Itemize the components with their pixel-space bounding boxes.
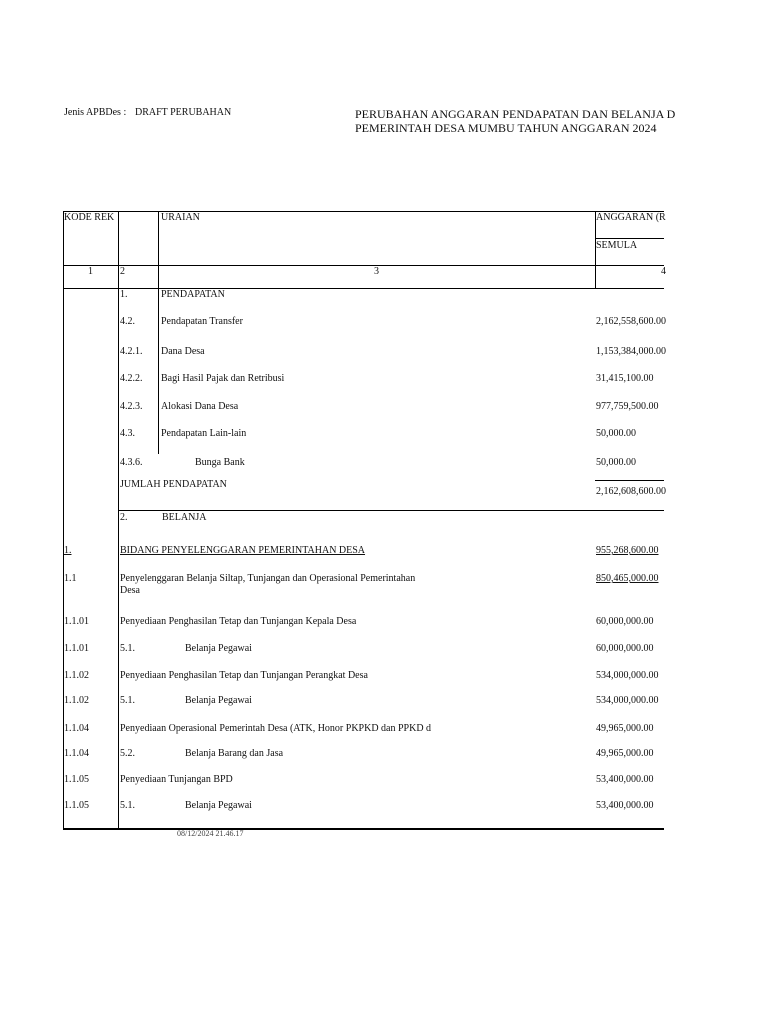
column-header-kode: KODE REK — [64, 212, 115, 223]
table-row-nilai: 534,000,000.00 — [596, 670, 659, 681]
table-row-uraian-cont: Desa — [120, 585, 140, 596]
table-row-sub: 2. — [120, 512, 128, 523]
header-bottom-border — [63, 265, 664, 266]
table-row-nilai: 2,162,558,600.00 — [596, 316, 666, 327]
column-header-semula: SEMULA — [596, 240, 638, 251]
table-row-uraian: Dana Desa — [161, 346, 205, 357]
table-row-sub: 5.1. — [120, 800, 135, 811]
table-row-kode: 1.1.05 — [64, 800, 89, 811]
jumlah-pendapatan-value: 2,162,608,600.00 — [596, 486, 666, 497]
table-row-uraian: Penyediaan Tunjangan BPD — [120, 774, 233, 785]
table-row-nilai: 50,000.00 — [596, 428, 636, 439]
column-header-uraian: URAIAN — [161, 212, 200, 223]
table-row-nilai: 60,000,000.00 — [596, 643, 654, 654]
column-number-1: 1 — [88, 266, 93, 277]
table-row-nilai: 850,465,000.00 — [596, 573, 659, 584]
table-row-sub: 1. — [120, 289, 128, 300]
table-row-kode: 1.1.01 — [64, 643, 89, 654]
table-row-kode: 1. — [64, 545, 72, 556]
table-row-uraian: Pendapatan Lain-lain — [161, 428, 247, 439]
table-row-nilai: 977,759,500.00 — [596, 401, 659, 412]
table-row-nilai: 955,268,600.00 — [596, 545, 659, 556]
table-row-uraian: BIDANG PENYELENGGARAN PEMERINTAHAN DESA — [120, 545, 366, 556]
table-row-kode: 1.1.04 — [64, 748, 89, 759]
belanja-top-border — [118, 510, 664, 511]
document-title-line1: PERUBAHAN ANGGARAN PENDAPATAN DAN BELANJA D — [355, 107, 676, 121]
jumlah-pendapatan-label: JUMLAH PENDAPATAN — [120, 479, 227, 490]
table-row-nilai: 31,415,100.00 — [596, 373, 654, 384]
jumlah-top-border — [595, 480, 664, 481]
table-row-nilai: 53,400,000.00 — [596, 774, 654, 785]
table-row-nilai: 60,000,000.00 — [596, 616, 654, 627]
table-row-uraian: Bunga Bank — [195, 457, 245, 468]
table-row-uraian: PENDAPATAN — [161, 289, 225, 300]
table-bottom-border — [63, 828, 664, 830]
table-row-sub: 4.3. — [120, 428, 135, 439]
table-row-uraian: Belanja Pegawai — [185, 643, 252, 654]
table-row-sub: 5.1. — [120, 643, 135, 654]
table-row-sub: 4.2.3. — [120, 401, 143, 412]
column-number-2: 2 — [120, 266, 125, 277]
uraian-column-border-body — [158, 288, 159, 454]
column-header-anggaran: ANGGARAN (R — [596, 212, 666, 223]
table-left-border — [63, 211, 64, 828]
table-row-nilai: 53,400,000.00 — [596, 800, 654, 811]
uraian-column-border-head — [158, 211, 159, 288]
table-row-nilai: 50,000.00 — [596, 457, 636, 468]
table-row-uraian: Penyediaan Penghasilan Tetap dan Tunjangan Perangkat Desa — [120, 670, 368, 681]
column-number-4: 4 — [661, 266, 666, 277]
jenis-apbdes-label: Jenis APBDes : — [64, 107, 127, 118]
table-row-uraian: Belanja Pegawai — [185, 800, 252, 811]
table-row-sub: 4.2.2. — [120, 373, 143, 384]
table-row-kode: 1.1.02 — [64, 695, 89, 706]
table-row-uraian: BELANJA — [162, 512, 207, 523]
table-row-kode: 1.1.05 — [64, 774, 89, 785]
table-row-uraian: Belanja Barang dan Jasa — [185, 748, 284, 759]
table-row-sub: 5.2. — [120, 748, 135, 759]
table-row-kode: 1.1 — [64, 573, 77, 584]
table-row-uraian: Penyediaan Penghasilan Tetap dan Tunjangan Kepala Desa — [120, 616, 357, 627]
table-row-uraian: Alokasi Dana Desa — [161, 401, 239, 412]
table-row-kode: 1.1.01 — [64, 616, 89, 627]
table-row-uraian: Pendapatan Transfer — [161, 316, 243, 327]
jenis-apbdes-value: DRAFT PERUBAHAN — [135, 107, 232, 118]
table-row-nilai: 534,000,000.00 — [596, 695, 659, 706]
table-row-kode: 1.1.04 — [64, 723, 89, 734]
table-top-border — [63, 211, 664, 212]
number-row-border — [63, 288, 664, 289]
table-row-nilai: 49,965,000.00 — [596, 748, 654, 759]
table-row-uraian: Penyediaan Operasional Pemerintah Desa (ATK, Honor PKPKD dan PPKD d — [120, 723, 432, 734]
table-row-uraian: Bagi Hasil Pajak dan Retribusi — [161, 373, 285, 384]
document-title-line2: PEMERINTAH DESA MUMBU TAHUN ANGGARAN 2024 — [355, 121, 657, 135]
anggaran-sub-border — [595, 238, 664, 239]
table-row-sub: 5.1. — [120, 695, 135, 706]
table-row-sub: 4.2. — [120, 316, 135, 327]
kode-column-border — [118, 211, 119, 828]
table-row-kode: 1.1.02 — [64, 670, 89, 681]
table-row-nilai: 1,153,384,000.00 — [596, 346, 666, 357]
table-row-uraian: Belanja Pegawai — [185, 695, 252, 706]
table-row-sub: 4.2.1. — [120, 346, 143, 357]
print-timestamp: 08/12/2024 21.46.17 — [177, 829, 244, 838]
column-number-3: 3 — [374, 266, 379, 277]
table-row-sub: 4.3.6. — [120, 457, 143, 468]
table-row-uraian: Penyelenggaran Belanja Siltap, Tunjangan dan Operasional Pemerintahan — [120, 573, 416, 584]
table-row-nilai: 49,965,000.00 — [596, 723, 654, 734]
